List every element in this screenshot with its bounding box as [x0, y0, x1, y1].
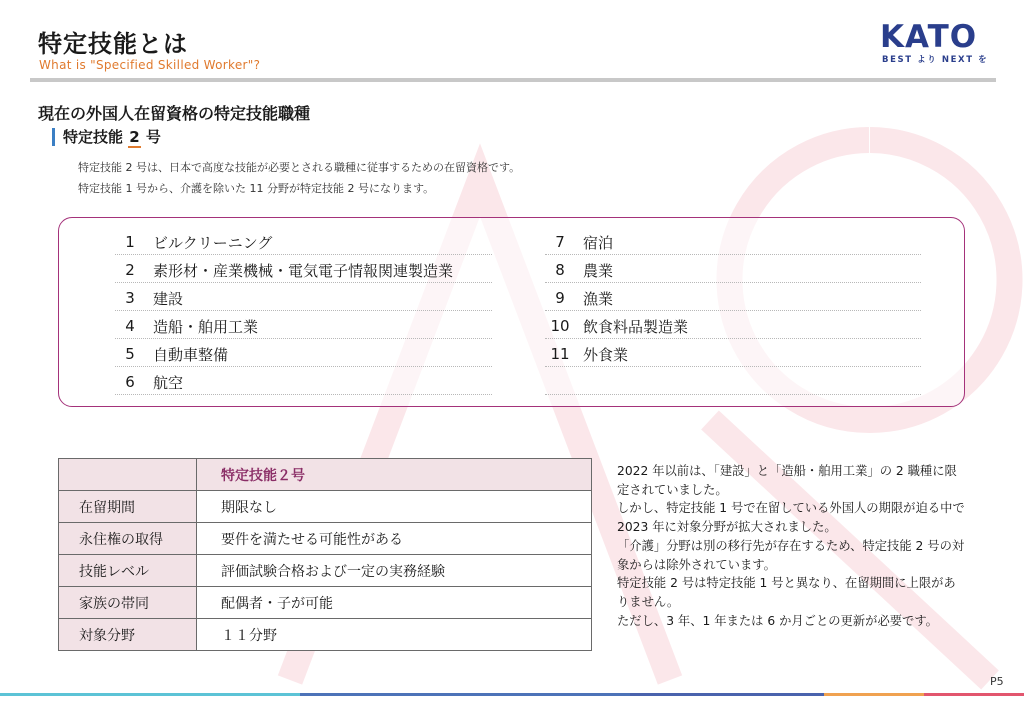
field-item: [545, 284, 921, 311]
row-value: 期限なし: [197, 491, 592, 523]
field-number: 9: [555, 289, 565, 307]
row-value: 要件を満たせる可能性がある: [197, 523, 592, 555]
field-item: [115, 312, 492, 339]
field-item-empty: [545, 368, 921, 395]
intro-line: 特定技能 1 号から、介護を除いた 11 分野が特定技能 2 号になります。: [78, 182, 435, 195]
footer-stripe-blue: [300, 693, 630, 696]
header-divider: [30, 78, 996, 82]
row-label: 家族の帯同: [59, 587, 197, 619]
field-label: 自動車整備: [153, 345, 229, 364]
page-subtitle: What is "Specified Skilled Worker"?: [39, 58, 261, 72]
field-number: 8: [555, 261, 565, 279]
table-row: [59, 587, 592, 619]
field-item: [115, 368, 492, 395]
row-value: １１分野: [197, 619, 592, 651]
field-number: 3: [125, 289, 135, 307]
table-header-row: [59, 459, 592, 491]
section-subheading: [52, 128, 161, 146]
row-label: 永住権の取得: [59, 523, 197, 555]
table-column-header: 特定技能２号: [197, 459, 592, 491]
logo-wordmark: KATO: [880, 19, 978, 55]
page-title: 特定技能とは: [38, 30, 188, 58]
field-number: 6: [125, 373, 135, 391]
field-label: 飲食料品製造業: [583, 317, 689, 336]
logo-tagline: BEST より NEXT を: [882, 55, 989, 65]
row-label: 在留期間: [59, 491, 197, 523]
field-label: 建設: [153, 289, 184, 308]
field-number: 1: [125, 233, 135, 251]
note-paragraph: 「介護」分野は別の移行先が存在するため、特定技能 2 号の対象からは除外されています。: [617, 538, 965, 572]
subheading-prefix: 特定技能: [63, 128, 129, 146]
field-item: [115, 340, 492, 367]
note-paragraph: しかし、特定技能 1 号で在留している外国人の期限が迫る中で 2023 年に対象分野が拡大されました。: [617, 501, 965, 535]
row-label: 技能レベル: [59, 555, 197, 587]
field-number: 10: [550, 317, 570, 335]
field-label: 素形材・産業機械・電気電子情報関連製造業: [153, 261, 454, 280]
field-label: 航空: [153, 373, 184, 392]
comparison-table: [58, 458, 592, 651]
subheading-suffix: 号: [140, 128, 161, 146]
field-label: 宿泊: [583, 233, 614, 252]
field-item: [545, 312, 921, 339]
field-label: 漁業: [583, 289, 614, 308]
field-item: [115, 284, 492, 311]
field-label: 造船・舶用工業: [153, 317, 259, 336]
note-paragraph: 2022 年以前は、「建設」と「造船・舶用工業」の 2 職種に限定されていました。: [617, 464, 957, 497]
field-item: [115, 228, 492, 255]
intro-line: 特定技能 2 号は、日本で高度な技能が必要とされる職種に従事するための在留資格です。: [78, 161, 521, 174]
section-heading: 現在の外国人在留資格の特定技能職種: [38, 104, 311, 123]
explanation-note: [617, 462, 967, 630]
page-number: P5: [990, 675, 1004, 688]
field-item: [545, 256, 921, 283]
field-label: ビルクリーニング: [153, 233, 273, 252]
footer-stripe-cyan: [0, 693, 300, 696]
row-label: 対象分野: [59, 619, 197, 651]
table-corner-cell: [59, 459, 197, 491]
field-list-box: [58, 217, 965, 407]
subheading-number: 2: [129, 128, 140, 146]
field-item: [115, 256, 492, 283]
row-value: 配偶者・子が可能: [197, 587, 592, 619]
table-row: [59, 523, 592, 555]
footer-stripe-indigo: [630, 693, 824, 696]
row-value: 評価試験合格および一定の実務経験: [197, 555, 592, 587]
note-paragraph: 特定技能 2 号は特定技能 1 号と異なり、在留期間に上限がありません。: [617, 576, 956, 609]
footer-stripe-red: [924, 693, 1024, 696]
table-row: [59, 619, 592, 651]
field-item: [545, 340, 921, 367]
field-label: 外食業: [583, 345, 629, 364]
field-number: 7: [555, 233, 565, 251]
note-paragraph: ただし、3 年、1 年または 6 か月ごとの更新が必要です。: [617, 613, 938, 628]
field-number: 2: [125, 261, 135, 279]
field-number: 11: [550, 345, 570, 363]
footer-stripe-orange: [824, 693, 924, 696]
kato-logo: [880, 19, 989, 65]
field-number: 5: [125, 345, 135, 363]
field-number: 4: [125, 317, 135, 335]
table-row: [59, 491, 592, 523]
table-row: [59, 555, 592, 587]
field-item: [545, 228, 921, 255]
field-label: 農業: [583, 261, 614, 280]
